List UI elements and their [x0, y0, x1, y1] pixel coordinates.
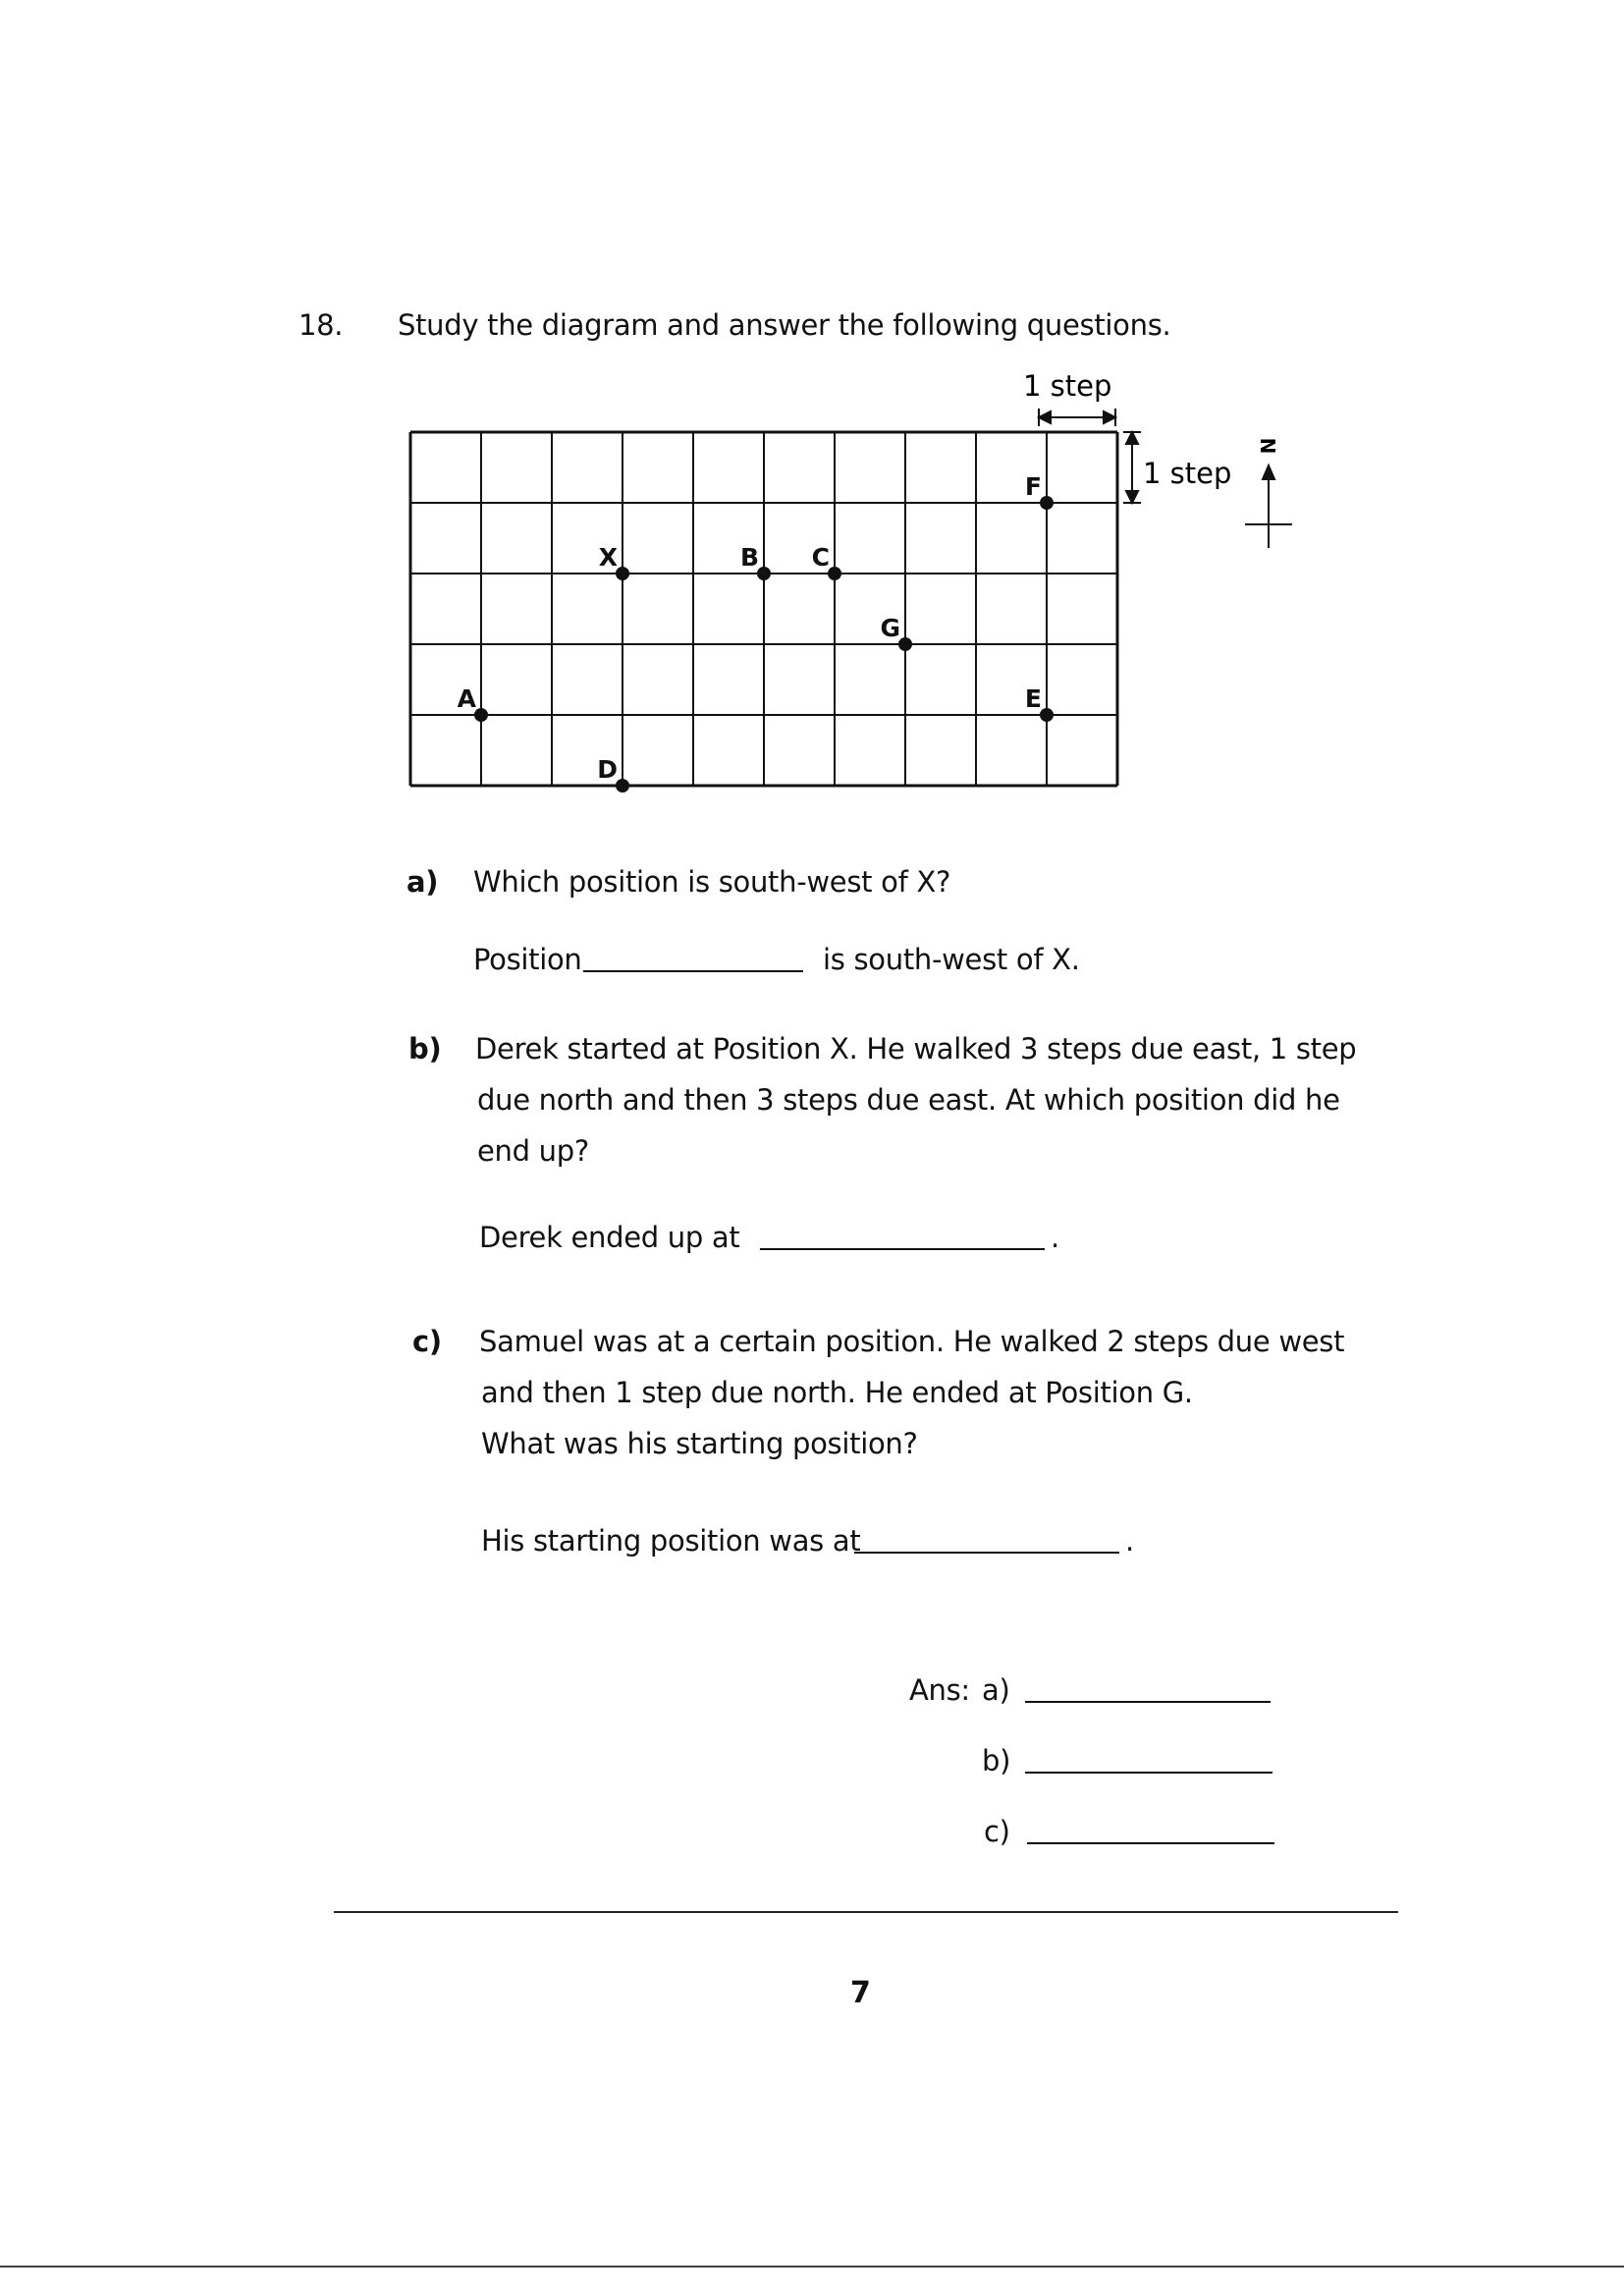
point-label-d: D — [597, 755, 618, 784]
answer-a-blank[interactable] — [1025, 1701, 1271, 1703]
point-d — [616, 779, 629, 793]
point-e — [1040, 708, 1054, 722]
part-c-line3: What was his starting position? — [481, 1427, 918, 1460]
part-b-answer-prefix: Derek ended up at — [479, 1221, 740, 1254]
vertical-scale-indicator — [1123, 432, 1141, 503]
point-label-b: B — [739, 543, 759, 572]
part-c-line1: Samuel was at a certain position. He walked 2 steps due west — [479, 1325, 1345, 1358]
part-b-line2: due north and then 3 steps due east. At which position did he — [477, 1083, 1340, 1117]
part-a-answer-prefix: Position — [473, 943, 582, 976]
grid-points — [458, 472, 1054, 793]
page-bottom-rule — [0, 2266, 1624, 2268]
point-b — [757, 567, 771, 580]
part-b-line3: end up? — [477, 1134, 589, 1168]
vertical-scale-label: 1 step — [1143, 457, 1232, 490]
north-arrow-icon — [1245, 465, 1292, 548]
compass-north-label: N — [1256, 437, 1279, 455]
part-c-line2: and then 1 step due north. He ended at Position G. — [481, 1376, 1193, 1409]
point-label-e: E — [1024, 684, 1042, 713]
grid-lines — [410, 432, 1117, 786]
horizontal-scale-label: 1 step — [1023, 369, 1112, 403]
point-c — [828, 567, 841, 580]
answer-b-marker: b) — [982, 1744, 1011, 1777]
point-f — [1040, 496, 1054, 510]
part-c-answer-prefix: His starting position was at — [481, 1524, 861, 1558]
point-label-f: F — [1024, 472, 1042, 501]
answer-c-blank[interactable] — [1027, 1842, 1274, 1844]
part-b-answer-suffix: . — [1051, 1221, 1059, 1254]
point-label-a: A — [457, 684, 476, 713]
answer-b-blank[interactable] — [1025, 1772, 1272, 1774]
question-instruction: Study the diagram and answer the following questions. — [398, 308, 1171, 342]
part-b-marker: b) — [408, 1032, 442, 1066]
point-a — [474, 708, 488, 722]
part-b-answer-blank[interactable] — [760, 1248, 1045, 1250]
point-g — [898, 637, 912, 651]
part-c-marker: c) — [412, 1325, 442, 1358]
answer-c-marker: c) — [984, 1815, 1010, 1848]
point-label-c: C — [811, 543, 830, 572]
part-a-answer-blank[interactable] — [583, 970, 803, 972]
footer-divider — [334, 1911, 1398, 1913]
part-a-answer-suffix: is south-west of X. — [823, 943, 1080, 976]
part-b-line1: Derek started at Position X. He walked 3 steps due east, 1 step — [475, 1032, 1357, 1066]
answers-label: Ans: — [909, 1673, 970, 1707]
part-c-answer-blank[interactable] — [854, 1552, 1119, 1554]
point-x — [616, 567, 629, 580]
answer-a-marker: a) — [982, 1673, 1010, 1707]
point-label-x: X — [598, 543, 618, 572]
horizontal-scale-indicator — [1039, 409, 1115, 426]
grid-diagram — [0, 363, 1624, 913]
page-number: 7 — [850, 1976, 871, 2010]
question-number: 18. — [298, 308, 344, 342]
point-label-g: G — [880, 614, 900, 642]
part-a-question: Which position is south-west of X? — [473, 865, 951, 899]
part-c-answer-suffix: . — [1125, 1524, 1134, 1558]
part-a-marker: a) — [406, 865, 439, 899]
